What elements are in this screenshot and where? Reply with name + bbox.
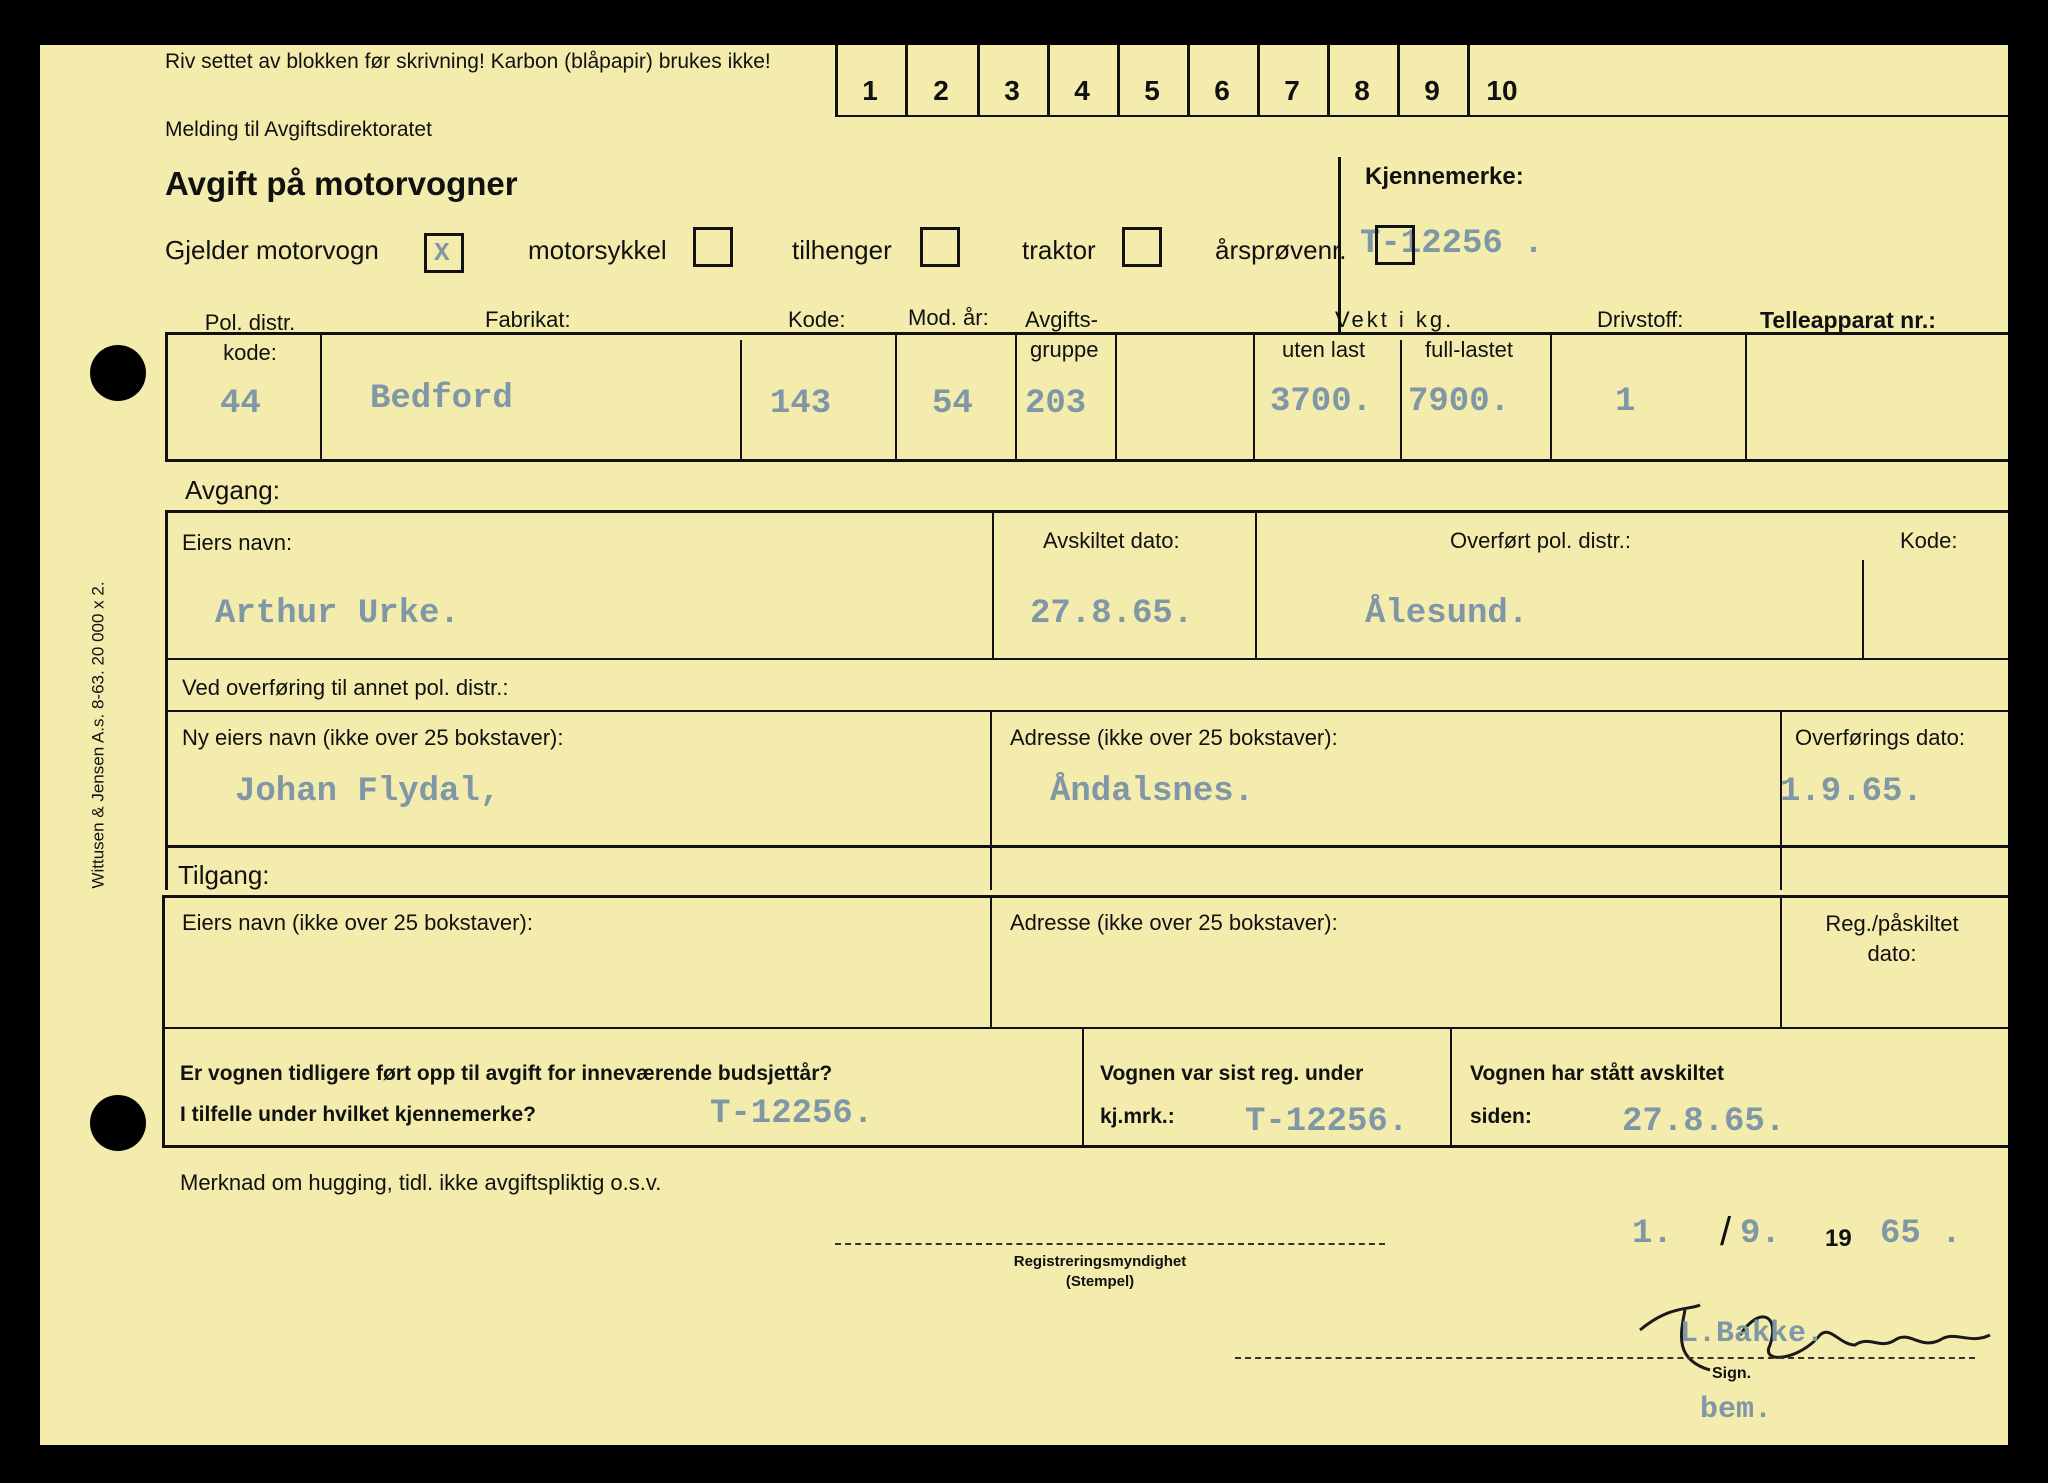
vehicle-table-left [165,332,168,462]
column-number: 3 [1004,75,1020,106]
columns-divider [1187,45,1190,117]
value-kode: 143 [770,385,832,423]
deregistered-label-2: siden: [1470,1105,1532,1128]
avgang-owner-label: Eiers navn: [182,530,293,555]
column-number: 6 [1214,75,1230,106]
value-drivstoff: 1 [1615,383,1636,421]
columns-divider [1047,45,1050,117]
vehicle-col-divider [1253,332,1255,462]
columns-divider [905,45,908,117]
value-avgiftsgruppe: 203 [1025,385,1087,423]
tilgang-address-label: Adresse (ikke over 25 bokstaver): [1010,910,1338,935]
transfer-divider [990,710,992,890]
checkbox-arsprovenr[interactable] [1375,225,1415,265]
last-reg-label-2: kj.mrk.: [1100,1105,1175,1128]
column-number: 1 [862,75,878,106]
signer-name: L.Bakke. [1680,1317,1825,1351]
tilgang-top [165,895,2008,898]
remark-label: Merknad om hugging, tidl. ikke avgiftspliktig o.s.v. [180,1170,662,1195]
value-pol-distr: 44 [220,385,261,423]
sender-text: Melding til Avgiftsdirektoratet [165,118,432,141]
label-pol-kode: kode: [223,340,277,365]
tilgang-divider [1780,895,1782,1027]
columns-divider [1327,45,1330,117]
vehicle-type-prefix: Gjelder motorvogn [165,235,379,265]
vehicle-col-divider [1115,332,1117,462]
avgang-divider [992,510,994,658]
vehicle-col-divider [1400,340,1402,462]
transfer-top [165,710,2008,712]
avgang-top [165,510,2008,513]
columns-divider [1257,45,1260,117]
columns-divider [1397,45,1400,117]
last-reg-value: T-12256. [1245,1103,1409,1141]
column-number: 5 [1144,75,1160,106]
option-label-traktor: traktor [1022,235,1096,265]
checkbox-motorsykkel[interactable] [693,227,733,267]
avgang-transferred-label: Overført pol. distr.: [1450,528,1631,553]
label-uten-last: uten last [1282,337,1366,362]
transfer-date-label: Overførings dato: [1795,725,1965,750]
avgang-date-value: 27.8.65. [1030,595,1194,633]
previous-question-1: Er vognen tidligere ført opp til avgift for inneværende budsjettår? [180,1062,833,1085]
tilgang-heading: Tilgang: [178,860,270,890]
avgang-owner-value: Arthur Urke. [215,595,460,633]
label-pol-distr: Pol. distr. [204,310,296,335]
date-month: 9. [1740,1215,1781,1253]
printer-imprint: Wittusen & Jensen A.s. 8-63. 20 000 x 2. [88,581,108,889]
avgang-divider [1862,560,1864,658]
page-title: Avgift på motorvogner [165,165,518,202]
label-fabrikat: Fabrikat: [485,307,571,332]
date-year: 65 . [1880,1215,1962,1253]
authority-dotted-line [835,1243,1385,1245]
label-gruppe: gruppe [1030,337,1099,362]
checkbox-motorvogn[interactable] [424,233,464,273]
tilgang-reg-label-2: dato: [1867,941,1917,966]
avgang-divider [1255,510,1257,658]
option-label-arsprovenr: årsprøvenr. [1215,235,1347,265]
columns-divider [1467,45,1470,117]
value-fabrikat: Bedford [370,380,513,418]
columns-baseline [835,115,2008,117]
new-address-value: Åndalsnes. [1050,773,1255,811]
tilgang-reg-label-1: Reg./påskiltet [1825,911,1959,936]
value-uten-last: 3700. [1270,383,1373,421]
authority-label-1: Registreringsmyndighet [1013,1253,1187,1270]
previous-question-2: I tilfelle under hvilket kjennemerke? [180,1103,536,1126]
tilgang-left [162,895,165,1147]
instruction-text: Riv settet av blokken før skrivning! Karbon (blåpapir) brukes ikke! [165,50,771,73]
value-full-lastet: 7900. [1408,383,1511,421]
tilgang-row-line [162,1027,2008,1029]
check-mark-icon: X [434,238,450,268]
plate-value: T-12256 . [1360,225,1544,263]
authority-label-2: (Stempel) [1065,1273,1135,1290]
option-label-tilhenger: tilhenger [792,235,892,265]
avgang-transferred-value: Ålesund. [1365,595,1529,633]
label-vekt: Vekt i kg. [1335,307,1455,332]
last-reg-label-1: Vognen var sist reg. under [1100,1062,1364,1085]
previous-bottom [162,1145,2008,1148]
date-day: 1. [1632,1215,1673,1253]
column-number: 10 [1486,75,1518,106]
transfer-date-value: 1.9.65. [1780,773,1923,811]
vehicle-col-divider [740,340,742,462]
avgang-kode-label: Kode: [1900,528,1958,553]
vehicle-col-divider [1015,332,1017,462]
column-number: 2 [933,75,949,106]
deregistered-value: 27.8.65. [1622,1103,1786,1141]
punch-hole-bottom [90,1095,146,1151]
deregistered-label-1: Vognen har stått avskiltet [1470,1062,1725,1085]
vehicle-col-divider [320,332,322,462]
label-kode: Kode: [788,307,846,332]
bem-note: bem. [1700,1393,1773,1427]
vehicle-col-divider [1745,332,1747,462]
columns-divider [835,45,838,117]
transfer-heading: Ved overføring til annet pol. distr.: [182,675,509,700]
avgang-date-label: Avskiltet dato: [1043,528,1180,553]
vehicle-table-bottom [165,459,2008,462]
label-drivstoff: Drivstoff: [1597,307,1684,332]
column-number: 9 [1424,75,1440,106]
date-slash: / [1720,1210,1732,1254]
new-owner-label: Ny eiers navn (ikke over 25 bokstaver): [182,725,564,750]
label-telleapparat: Telleapparat nr.: [1760,307,1936,333]
label-avgifts: Avgifts- [1025,307,1098,332]
sign-dotted-line [1235,1357,1975,1359]
tilgang-owner-label: Eiers navn (ikke over 25 bokstaver): [182,910,533,935]
avgang-heading: Avgang: [185,475,280,505]
vehicle-col-divider [1550,332,1552,462]
avgang-bottom [165,845,2008,848]
label-full-lastet: full-lastet [1425,337,1514,362]
sign-label: Sign. [1712,1365,1752,1382]
vehicle-col-divider [895,332,897,462]
new-address-label: Adresse (ikke over 25 bokstaver): [1010,725,1338,750]
date-century: 19 [1825,1225,1852,1252]
columns-divider [1117,45,1120,117]
checkbox-traktor[interactable] [1122,227,1162,267]
avgang-left [165,510,168,890]
form-card [40,45,2008,1445]
column-number: 8 [1354,75,1370,106]
previous-divider [1450,1027,1452,1147]
label-mod-ar: Mod. år: [908,305,989,330]
column-number: 7 [1284,75,1300,106]
new-owner-value: Johan Flydal, [235,773,501,811]
option-label-motorsykkel: motorsykkel [528,235,667,265]
plate-label: Kjennemerke: [1365,163,1524,190]
avgang-row-line [165,658,2008,660]
columns-divider [977,45,980,117]
punch-hole-top [90,345,146,401]
value-mod-ar: 54 [932,385,973,423]
tilgang-divider [990,895,992,1027]
checkbox-tilhenger[interactable] [920,227,960,267]
column-number: 4 [1074,75,1090,106]
previous-divider [1082,1027,1084,1147]
previous-answer: T-12256. [710,1095,874,1133]
